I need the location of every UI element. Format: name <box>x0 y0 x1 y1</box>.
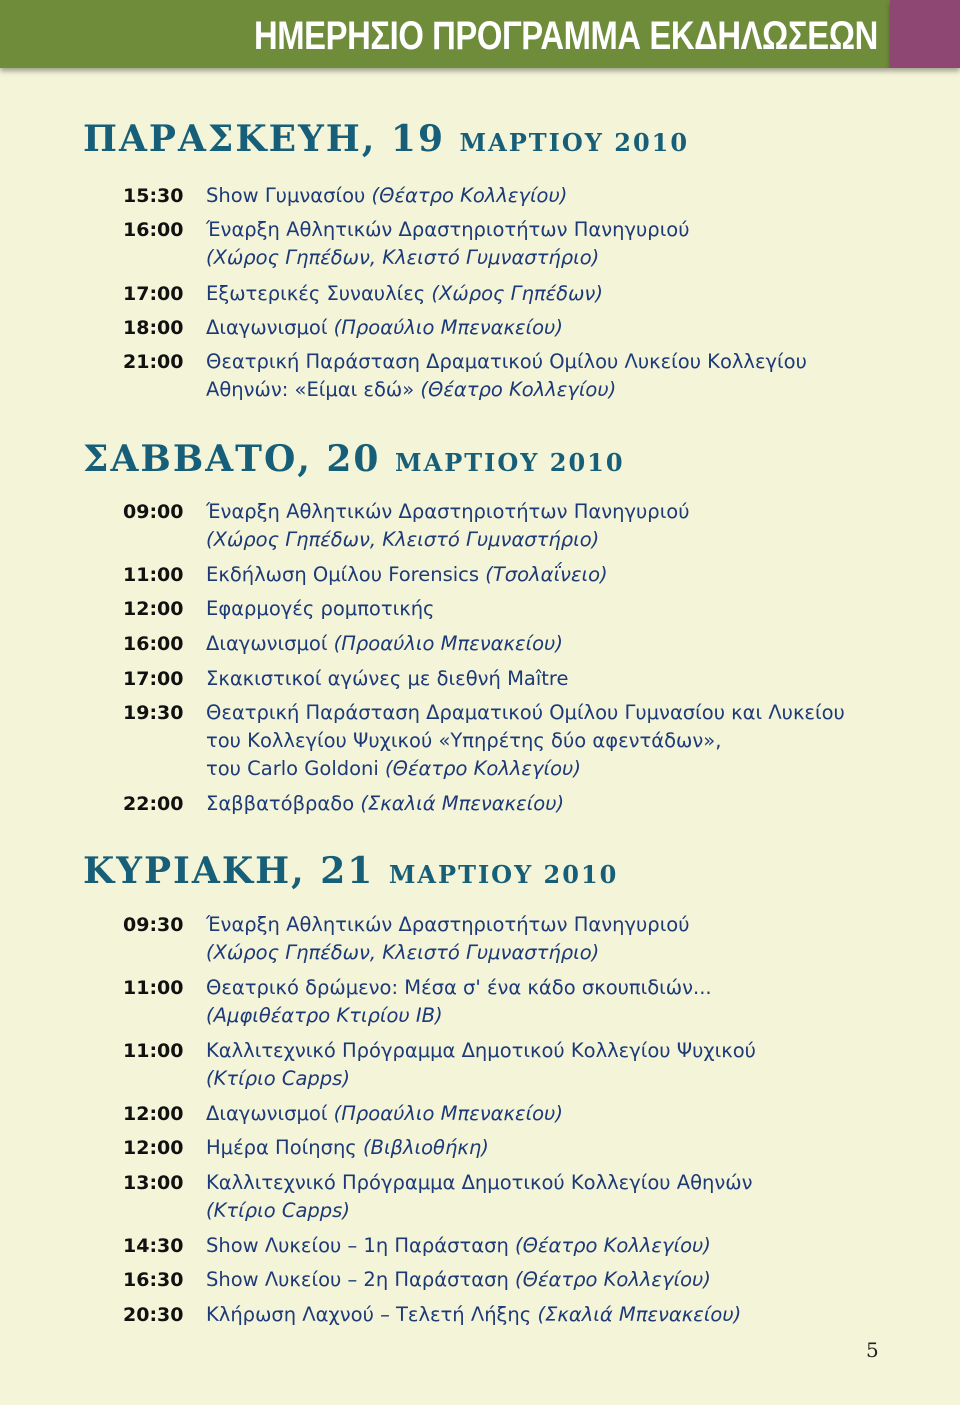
event-line <box>206 1197 886 1225</box>
event-line <box>206 699 886 727</box>
event-description <box>206 665 886 693</box>
event-line <box>206 498 886 526</box>
event-description <box>206 1266 886 1294</box>
event-title: Θεατρικό δρώμενο: Μέσα σ' ένα κάδο σκουπιδιών... <box>206 976 712 999</box>
event-line <box>206 1100 886 1128</box>
event-description <box>206 498 886 554</box>
event-line <box>206 755 886 783</box>
event-title: Σαββατόβραδο <box>206 792 361 815</box>
event-title: Καλλιτεχνικό Πρόγραμμα Δημοτικού Κολλεγίου Ψυχικού <box>206 1039 756 1062</box>
event-description <box>206 216 886 272</box>
event-title: Show Λυκείου – 2η Παράσταση <box>206 1268 516 1291</box>
event-time: 17:00 <box>123 668 184 690</box>
event-line <box>206 376 886 404</box>
event-venue: (Κτίριο Capps) <box>206 1067 350 1090</box>
event-time: 16:00 <box>123 219 184 241</box>
event-venue: (Προαύλιο Μπενακείου) <box>333 316 563 339</box>
event-title: Έναρξη Αθλητικών Δραστηριοτήτων Πανηγυριού <box>206 500 690 523</box>
event-venue: (Χώρος Γηπέδων, Κλειστό Γυμναστήριο) <box>206 528 600 551</box>
event-title: Show Γυμνασίου <box>206 184 372 207</box>
event-venue: (Προαύλιο Μπενακείου) <box>333 632 563 655</box>
event-description <box>206 630 886 658</box>
event-title: Καλλιτεχνικό Πρόγραμμα Δημοτικού Κολλεγίου Αθηνών <box>206 1171 753 1194</box>
event-time: 12:00 <box>123 1137 184 1159</box>
event-time: 16:30 <box>123 1269 184 1291</box>
event-line <box>206 665 886 693</box>
event-time: 12:00 <box>123 1103 184 1125</box>
event-venue: (Βιβλιοθήκη) <box>362 1136 489 1159</box>
event-description <box>206 1169 886 1225</box>
event-title: Κλήρωση Λαχνού – Τελετή Λήξης <box>206 1303 538 1326</box>
event-line <box>206 1037 886 1065</box>
day-date: ΜΑΡΤΙΟΥ 2010 <box>459 128 690 157</box>
event-venue: (Προαύλιο Μπενακείου) <box>333 1102 563 1125</box>
event-line <box>206 1065 886 1093</box>
event-time: 11:00 <box>123 977 184 999</box>
event-line <box>206 911 886 939</box>
event-title: Αθηνών: «Είμαι εδώ» <box>206 378 421 401</box>
event-title: Διαγωνισμοί <box>206 632 334 655</box>
day-heading <box>83 850 618 892</box>
event-venue: (Αμφιθέατρο Κτιρίου ΙΒ) <box>206 1004 443 1027</box>
event-title: Εφαρμογές ρομποτικής <box>206 597 435 620</box>
event-time: 20:30 <box>123 1304 184 1326</box>
event-description <box>206 1301 886 1329</box>
event-time: 13:00 <box>123 1172 184 1194</box>
event-line <box>206 280 886 308</box>
event-venue: (Σκαλιά Μπενακείου) <box>537 1303 742 1326</box>
event-title: του Carlo Goldoni <box>206 757 386 780</box>
event-title: Ημέρα Ποίησης <box>206 1136 363 1159</box>
day-name: ΣΑΒΒΑΤΟ, 20 <box>83 438 396 480</box>
event-line <box>206 216 886 244</box>
day-name: ΚΥΡΙΑΚΗ, 21 <box>83 850 389 892</box>
page-title: ΗΜΕΡΗΣΙΟ ΠΡΟΓΡΑΜΜΑ ΕΚΔΗΛΩΣΕΩΝ <box>254 14 878 58</box>
event-time: 16:00 <box>123 633 184 655</box>
event-venue: (Χώρος Γηπέδων, Κλειστό Γυμναστήριο) <box>206 941 600 964</box>
event-venue: (Θέατρο Κολλεγίου) <box>515 1268 711 1291</box>
event-venue: (Θέατρο Κολλεγίου) <box>420 378 617 401</box>
day-heading <box>83 438 625 480</box>
event-time: 09:30 <box>123 914 184 936</box>
event-venue: (Κτίριο Capps) <box>206 1199 350 1222</box>
event-line <box>206 790 886 818</box>
event-title: Εκδήλωση Ομίλου Forensics <box>206 563 486 586</box>
event-time: 11:00 <box>123 564 184 586</box>
event-description <box>206 182 886 210</box>
event-time: 22:00 <box>123 793 184 815</box>
event-line <box>206 1169 886 1197</box>
event-description <box>206 1134 886 1162</box>
event-line <box>206 1301 886 1329</box>
event-title: Έναρξη Αθλητικών Δραστηριοτήτων Πανηγυριού <box>206 913 690 936</box>
event-line <box>206 182 886 210</box>
event-venue: (Θέατρο Κολλεγίου) <box>385 757 581 780</box>
event-line <box>206 630 886 658</box>
event-time: 11:00 <box>123 1040 184 1062</box>
event-title: του Κολλεγίου Ψυχικού «Υπηρέτης δύο αφεντάδων», <box>206 729 722 752</box>
event-title: Show Λυκείου – 1η Παράσταση <box>206 1234 516 1257</box>
event-venue: (Χώρος Γηπέδων) <box>431 282 603 305</box>
event-title: Θεατρική Παράσταση Δραματικού Ομίλου Γυμνασίου και Λυκείου <box>206 701 845 724</box>
event-line <box>206 727 886 755</box>
event-line <box>206 244 886 272</box>
day-name: ΠΑΡΑΣΚΕΥΗ, 19 <box>83 118 460 160</box>
event-title: Έναρξη Αθλητικών Δραστηριοτήτων Πανηγυριού <box>206 218 690 241</box>
event-time: 18:00 <box>123 317 184 339</box>
event-line <box>206 561 886 589</box>
event-title: Θεατρική Παράσταση Δραματικού Ομίλου Λυκείου Κολλεγίου <box>206 350 807 373</box>
event-time: 19:30 <box>123 702 184 724</box>
day-date: ΜΑΡΤΙΟΥ 2010 <box>395 448 625 477</box>
event-description <box>206 595 886 623</box>
event-time: 12:00 <box>123 598 184 620</box>
event-time: 14:30 <box>123 1235 184 1257</box>
event-description <box>206 1037 886 1093</box>
event-line <box>206 1002 886 1030</box>
event-venue: (Θέατρο Κολλεγίου) <box>371 184 568 207</box>
event-venue: (Χώρος Γηπέδων, Κλειστό Γυμναστήριο) <box>206 246 600 269</box>
event-line <box>206 314 886 342</box>
event-line <box>206 348 886 376</box>
event-description <box>206 1100 886 1128</box>
event-line <box>206 1266 886 1294</box>
event-description <box>206 348 886 404</box>
event-title: Διαγωνισμοί <box>206 1102 334 1125</box>
event-venue: (Θέατρο Κολλεγίου) <box>515 1234 711 1257</box>
page-number: 5 <box>866 1338 879 1362</box>
event-line <box>206 1232 886 1260</box>
event-description <box>206 790 886 818</box>
event-description <box>206 974 886 1030</box>
event-title: Εξωτερικές Συναυλίες <box>206 282 432 305</box>
event-time: 21:00 <box>123 351 184 373</box>
event-description <box>206 561 886 589</box>
event-time: 17:00 <box>123 283 184 305</box>
day-date: ΜΑΡΤΙΟΥ 2010 <box>388 860 619 889</box>
event-title: Διαγωνισμοί <box>206 316 334 339</box>
event-line <box>206 595 886 623</box>
day-heading <box>83 118 689 160</box>
event-description <box>206 699 886 783</box>
event-description <box>206 911 886 967</box>
event-time: 15:30 <box>123 185 184 207</box>
event-venue: (Τσολαΐνειο) <box>485 563 608 586</box>
event-line <box>206 974 886 1002</box>
event-title: Σκακιστικοί αγώνες με διεθνή Maître <box>206 667 569 690</box>
event-line <box>206 526 886 554</box>
event-description <box>206 1232 886 1260</box>
event-description <box>206 280 886 308</box>
event-line <box>206 939 886 967</box>
event-line <box>206 1134 886 1162</box>
event-time: 09:00 <box>123 501 184 523</box>
event-description <box>206 314 886 342</box>
event-venue: (Σκαλιά Μπενακείου) <box>360 792 565 815</box>
header-accent-block <box>890 0 960 68</box>
